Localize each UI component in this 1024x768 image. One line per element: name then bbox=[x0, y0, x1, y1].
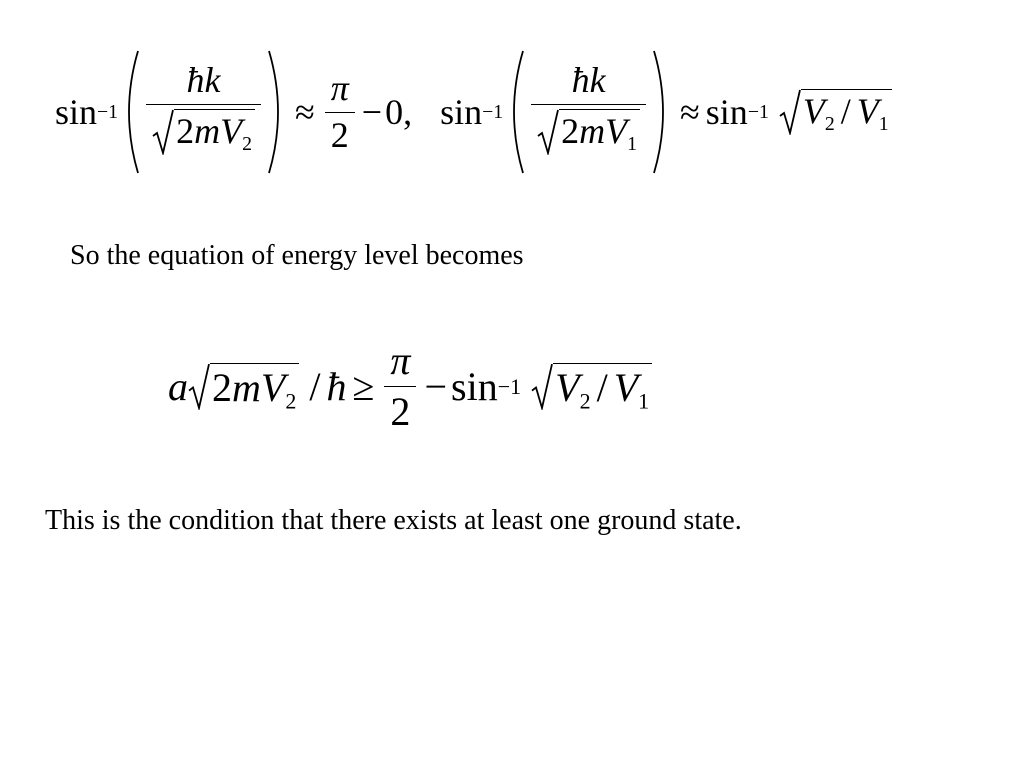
equation-energy-level-condition: a $2mV_2$ / ħ ≥ $\frac{\pi}{2}$ − sin −1 $V_2 / V_1$ bbox=[168, 340, 652, 433]
right-paren bbox=[650, 48, 674, 176]
slash: / bbox=[309, 364, 321, 409]
coefficient: 2 bbox=[212, 365, 232, 410]
fraction-numerator: ħk bbox=[571, 59, 606, 100]
radicand bbox=[801, 89, 892, 135]
sin-function: sin bbox=[705, 92, 748, 132]
square-root-2mv2 bbox=[188, 363, 299, 414]
fraction-denominator bbox=[531, 105, 646, 163]
sin-function: sin bbox=[55, 92, 98, 132]
fraction-numerator: ħk bbox=[186, 59, 221, 100]
zero-value: 0, bbox=[385, 92, 413, 132]
approx-symbol: ≈ bbox=[680, 92, 700, 132]
hbar-symbol: ħ bbox=[326, 364, 347, 409]
slash: / bbox=[840, 91, 851, 131]
subscript: 2 bbox=[242, 132, 252, 155]
coefficient: 2 bbox=[561, 110, 580, 151]
fraction-hk-over-root-2mv1 bbox=[531, 59, 646, 163]
square-root-v2-over-v1 bbox=[531, 363, 652, 414]
pi-symbol: π bbox=[390, 338, 411, 383]
left-paren bbox=[118, 48, 142, 176]
mass-symbol: m bbox=[194, 110, 221, 151]
radicand bbox=[174, 109, 255, 155]
subscript: 2 bbox=[824, 112, 835, 135]
sin-function: sin bbox=[451, 364, 498, 409]
coefficient: 2 bbox=[176, 110, 195, 151]
subscript: 2 bbox=[285, 388, 297, 414]
geq-symbol: ≥ bbox=[352, 364, 375, 409]
denominator-two: 2 bbox=[390, 389, 411, 434]
potential-symbol: V bbox=[260, 365, 286, 410]
denominator-two: 2 bbox=[330, 114, 349, 155]
pi-symbol: π bbox=[330, 67, 349, 108]
radicand bbox=[553, 363, 652, 414]
square-root-v2-over-v1 bbox=[779, 89, 892, 135]
subscript: 1 bbox=[627, 132, 638, 155]
fraction-denominator bbox=[146, 105, 261, 163]
potential-symbol: V bbox=[613, 365, 639, 410]
radicand bbox=[559, 109, 640, 155]
width-symbol: a bbox=[168, 364, 188, 409]
subscript: 1 bbox=[638, 388, 650, 414]
radical-sign-icon bbox=[779, 89, 801, 135]
fraction-pi-over-2 bbox=[384, 340, 416, 433]
equation-arcsine-approximation: sin −1 $\frac{ħk}{2mV_2}$ ≈ $\frac{\pi}{2}$ − 0, sin −1 $\frac{ħk}{2mV_1}$ ≈ sin −1 $V_2 / V_1$ bbox=[55, 48, 892, 176]
potential-symbol: V bbox=[555, 365, 580, 410]
radical-sign-icon bbox=[537, 109, 559, 155]
fraction-hk-over-root-2mv2 bbox=[146, 59, 261, 163]
text-energy-level-intro: So the equation of energy level becomes bbox=[70, 240, 524, 271]
minus-sign: − bbox=[361, 92, 383, 132]
mass-symbol: m bbox=[579, 110, 606, 151]
square-root bbox=[537, 109, 640, 155]
mass-symbol: m bbox=[232, 365, 261, 410]
radical-sign-icon bbox=[152, 109, 174, 155]
potential-symbol: V bbox=[802, 91, 825, 131]
slash: / bbox=[596, 365, 608, 410]
potential-symbol: V bbox=[220, 110, 243, 151]
potential-symbol: V bbox=[605, 110, 628, 151]
text-ground-state-condition: This is the condition that there exists at least one ground state. bbox=[45, 505, 742, 536]
left-paren bbox=[503, 48, 527, 176]
fraction-pi-over-2 bbox=[325, 67, 355, 155]
radical-sign-icon bbox=[531, 363, 553, 410]
approx-symbol: ≈ bbox=[294, 92, 315, 132]
radicand bbox=[210, 363, 299, 414]
radical-sign-icon bbox=[188, 363, 210, 410]
right-paren bbox=[265, 48, 289, 176]
subscript: 1 bbox=[878, 112, 889, 135]
subscript: 2 bbox=[579, 388, 591, 414]
potential-symbol: V bbox=[856, 91, 879, 131]
minus-sign: − bbox=[424, 364, 448, 409]
square-root bbox=[152, 109, 255, 155]
sin-function: sin bbox=[440, 92, 483, 132]
